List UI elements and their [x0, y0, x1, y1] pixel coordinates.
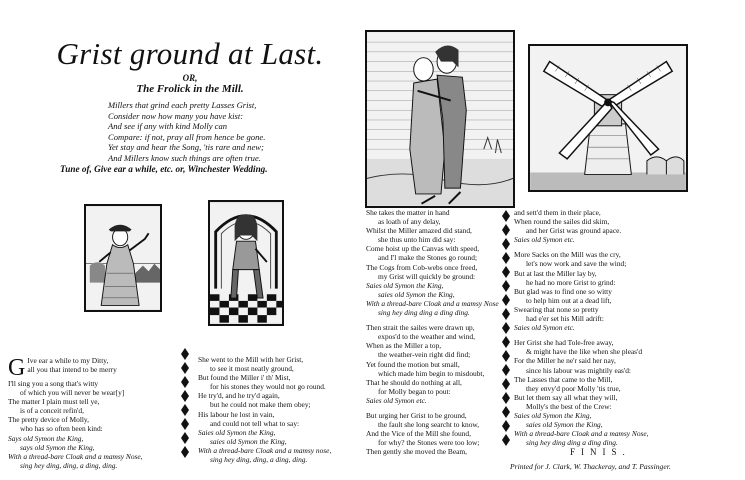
verse-line: and sett'd them in their place,: [514, 208, 601, 217]
verse-line: had e'er set his Mill adrift:: [526, 314, 604, 324]
intro-line: Compare: if not, pray all from hence be gone.: [108, 131, 266, 142]
refrain-line: sing hey ding, ding, a ding, ding.: [210, 455, 308, 465]
verse-line: But glad was to find one so witty: [514, 286, 612, 296]
windmill-illustration: [530, 46, 686, 190]
verse-line: to help him out at a dead lift,: [526, 295, 612, 305]
refrain-line: Saies old Symon etc.: [514, 235, 575, 245]
verse-line: and her Grist was ground apace.: [526, 226, 622, 236]
verse-line: The Cogs from Cob-webs once freed,: [366, 262, 478, 272]
verse-line: all you that intend to be merry: [27, 365, 117, 375]
verse-line: She takes the matter in hand: [366, 208, 450, 217]
refrain-line: With a thread-bare Cloak and a mamsy nose,: [198, 445, 332, 455]
verse-column-3: [366, 208, 506, 456]
verse-line: as loath of any delay,: [378, 217, 441, 227]
verse-line: and I'l make the Stones go round;: [378, 253, 478, 263]
verse-line: But urging her Grist to be ground,: [366, 410, 467, 420]
verse-line: The pretty device of Molly,: [8, 415, 89, 425]
verse-line: But at last the Miller lay by,: [514, 268, 597, 278]
verse-line: they envy'd poor Molly 'tis true,: [526, 383, 621, 393]
verse-line: to see it most neatly ground,: [210, 364, 294, 374]
verse-column-4: [514, 208, 684, 447]
verse-line: When round the sailes did skim,: [514, 217, 610, 227]
couple-illustration: [367, 32, 513, 206]
tune-line: Tune of, Give ear a while, etc. or, Winchester Wedding.: [60, 164, 268, 174]
verse-line: for his stones they would not go round.: [210, 382, 326, 392]
ornament-divider: [180, 348, 190, 466]
verse-line: the fault she long searcht to know,: [378, 420, 480, 430]
subtitle-or: OR,: [182, 73, 198, 83]
finis-mark: FINIS.: [570, 447, 631, 457]
verse-line: but he could not make them obey;: [210, 400, 311, 410]
verse-line: The matter I plain must tell ye,: [8, 397, 100, 407]
ballad-title: Grist ground at Last.: [56, 36, 324, 71]
refrain-line: Saies old Symon etc.: [366, 395, 427, 405]
refrain-line: Saies old Symon etc.: [514, 323, 575, 333]
verse-line: He try'd, and he try'd again,: [198, 391, 280, 401]
verse-line: he had no more Grist to grind:: [526, 277, 616, 287]
verse-line: which made him begin to misdoubt,: [378, 368, 485, 378]
gentleman-illustration: [210, 202, 282, 324]
ballad-subtitle: The Frolick in the Mill.: [136, 83, 244, 95]
drop-cap: G: [8, 356, 26, 379]
verse-line: More Sacks on the Mill was the cry,: [514, 250, 621, 260]
verse-line: and could not tell what to say:: [210, 418, 300, 428]
verse-line: For the Miller he ne'r said her nay,: [514, 356, 616, 366]
woodcut-couple: [365, 30, 515, 208]
verse-line: is of a conceit refin'd,: [20, 406, 84, 416]
refrain-line: With a thread-bare Cloak and a mamsy Nose,: [514, 429, 649, 439]
intro-line: And see if any with kind Molly can: [108, 121, 228, 132]
refrain-line: sing hey ding, ding, a ding, ding.: [20, 460, 118, 470]
verse-line: That he should do nothing at all,: [366, 377, 462, 387]
woodcut-windmill: [528, 44, 688, 192]
verse-line: & might have the like when she pleas'd: [526, 347, 643, 357]
refrain-line: Says old Symon the King,: [8, 433, 84, 443]
verse-line: I'll sing you a song that's witty: [8, 379, 99, 388]
verse-line: Then strait the sailes were drawn up,: [366, 323, 475, 333]
refrain-line: sing hey ding ding a ding ding.: [378, 308, 470, 318]
refrain-line: Saies old Symon the King,: [366, 280, 444, 290]
verse-line: since his labour was mightily eas'd:: [526, 365, 631, 375]
refrain-line: With a thread-bare Cloak and a mamsy Nose,: [8, 451, 143, 461]
intro-verse: [108, 100, 348, 164]
verse-column-1: [8, 356, 173, 470]
refrain-line: says old Symon the King,: [20, 442, 95, 452]
verse-line: His labour he lost in vain,: [198, 409, 275, 419]
ornament-icon: [501, 210, 511, 450]
verse-line: But found the Miller i' th' Mist,: [198, 373, 291, 383]
refrain-line: saies old Symon the King,: [210, 436, 287, 446]
verse-line: the weather-vein right did find;: [378, 350, 471, 360]
verse-line: Molly's the best of the Crew:: [526, 401, 612, 411]
verse-line: Yet found the motion but small,: [366, 359, 460, 369]
printer-imprint: Printed for J. Clark, W. Thackeray, and T. Passinger.: [510, 462, 671, 471]
woodcut-lady: [84, 204, 162, 312]
refrain-line: saies old Symon the King,: [526, 420, 603, 430]
verse-column-2: [198, 355, 358, 464]
refrain-line: sing hey ding ding a ding ding.: [526, 438, 618, 448]
verse-line: Ive ear a while to my Ditty,: [27, 356, 109, 365]
intro-line: Yet stay and hear the Song, 'tis rare and new;: [108, 142, 264, 153]
verse-line: for why? the Stones were too low;: [378, 438, 480, 448]
verse-line: But let them say all what they will,: [514, 392, 618, 402]
verse-line: Whilst the Miller amazed did stand,: [366, 226, 472, 236]
intro-line: Millers that grind each pretty Lasses Grist,: [108, 100, 257, 110]
verse-line: When as the Miller a top,: [366, 341, 442, 351]
verse-line: Come hoist up the Canvas with speed,: [366, 244, 480, 254]
verse-line: The Lasses that came to the Mill,: [514, 374, 613, 384]
verse-line: let's now work and save the wind;: [526, 259, 627, 269]
refrain-line: Saies old Symon the King,: [514, 410, 592, 420]
refrain-line: Saies old Symon the King,: [198, 427, 276, 437]
intro-line: And Millers know such things are often true.: [108, 152, 261, 163]
verse-line: expos'd to the weather and wind,: [378, 332, 475, 342]
verse-line: she thus unto him did say:: [378, 235, 456, 245]
verse-line: And the Vice of the Mill she found,: [366, 429, 471, 439]
ornament-divider: [501, 210, 511, 450]
intro-line: Consider now how many you have kist:: [108, 110, 244, 121]
ornament-icon: [180, 348, 190, 466]
woodcut-gentleman: [208, 200, 284, 326]
verse-line: She went to the Mill with her Grist,: [198, 355, 304, 364]
verse-line: of which you will never be wear[y]: [20, 388, 125, 398]
lady-illustration: [86, 206, 160, 310]
verse-line: Her Grist she had Tole-free away,: [514, 338, 614, 348]
verse-line: Swearing that none so pretty: [514, 304, 599, 314]
verse-line: Then gently she moved the Beam,: [366, 447, 467, 457]
refrain-line: saies old Symon the King,: [378, 289, 455, 299]
verse-line: who has so often been kind:: [20, 424, 103, 434]
verse-line: my Grist will quickly be ground:: [378, 271, 476, 281]
refrain-line: With a thread-bare Cloak and a mamsy Nose: [366, 298, 499, 308]
verse-line: for Molly began to pout:: [378, 386, 451, 396]
